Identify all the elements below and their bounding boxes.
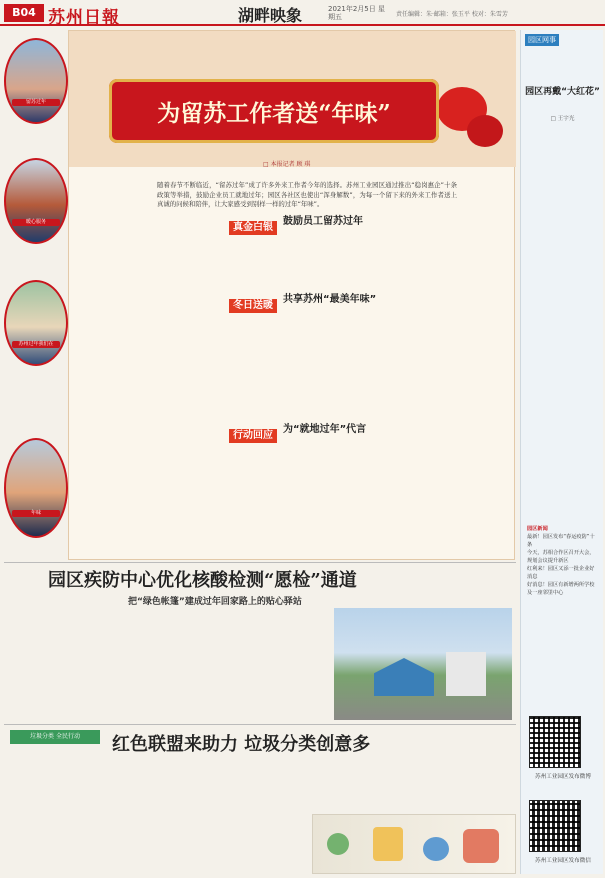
text-column: [460, 752, 517, 812]
text-column: [273, 612, 321, 720]
divider: [4, 724, 516, 725]
sidebar-news-item[interactable]: 今天，苏相合作区召开大会，规划会议提升新区: [527, 550, 595, 564]
masthead: [0, 0, 605, 26]
feature-photo-3: [4, 280, 68, 366]
sidebar-news-list: [527, 522, 599, 597]
text-column: [139, 443, 227, 555]
story2-headline: 园区疾防中心优化核酸检测“愿检”通道: [48, 570, 357, 591]
story2-deck: 把“绿色帐篷”建成过年回家路上的贴心驿站: [128, 597, 302, 607]
feature-photo-4: [4, 438, 68, 538]
subhead-2: [229, 293, 377, 311]
feature-banner: [69, 31, 516, 167]
subhead-text: 共享苏州“最美年味”: [283, 294, 377, 305]
testing-tent-photo: [334, 608, 512, 720]
section-3-columns: [139, 443, 509, 555]
section-1-columns: [139, 233, 509, 289]
mural-shape: [373, 827, 403, 861]
text-column: [161, 752, 231, 874]
text-column: [327, 313, 415, 413]
feature-lead: 随着春节不断临近，“留苏过年”成了许多外来工作者今年的选择。苏州工业园区通过推出“稳岗惠企”十条政策等举措，鼓励企业员工就地过年；园区各社区也使出“浑身解数”，为每一个留下来的外来工作者送上真诚的问候和陪伴，让大家感受到别样一样的过年“年味”。: [157, 181, 457, 208]
text-column: [421, 313, 509, 413]
text-column: [398, 752, 455, 812]
sidebar-news-item[interactable]: 最新！园区发布“春运疫防”十条: [527, 534, 595, 548]
sidebar-news-item[interactable]: 红利来！园区又添一批企业好消息: [527, 566, 595, 580]
text-column: [233, 443, 321, 555]
text-column: [116, 612, 217, 720]
sidebar-title: 园区再戴“大红花”: [525, 87, 600, 97]
section-name: 湖畔映象: [238, 6, 303, 25]
text-column: [236, 752, 306, 874]
photo-caption: 苏州过年我们在: [12, 341, 60, 348]
subhead-1: [229, 215, 363, 233]
tent-shape: [374, 658, 434, 696]
text-column: [85, 752, 155, 874]
subhead-text: 鼓励员工留苏过年: [283, 216, 363, 227]
photo-caption: 留苏过年: [12, 99, 60, 106]
sidebar-list-title: 园区新闻: [527, 526, 548, 532]
text-column: [327, 443, 415, 555]
subhead-tag: 冬日送暖: [229, 299, 277, 313]
mural-shape: [423, 837, 449, 861]
lantern-icon: [467, 115, 503, 147]
feature-photo-2: [4, 158, 68, 244]
feature-title: 为留苏工作者送“年味”: [157, 100, 391, 127]
text-column: [139, 313, 227, 413]
issue-date: 2021年2月5日 星期五: [328, 5, 385, 21]
section-2-columns: [139, 313, 509, 413]
subhead-3: [229, 423, 367, 441]
text-column: [421, 233, 509, 289]
subhead-tag: 行动回应: [229, 429, 277, 443]
feature-story: [68, 30, 515, 560]
story2-columns-more: [220, 612, 320, 720]
mural-shape: [327, 833, 349, 855]
text-column: [421, 443, 509, 555]
sidebar-author: □ 王宇光: [550, 116, 575, 122]
feature-photo-1: [4, 38, 68, 124]
text-column: [10, 752, 80, 874]
qr-caption: 苏州工业园区发布微信: [535, 858, 591, 864]
sidebar-news-item[interactable]: 好消息！园区有新增两所学校及一座邻里中心: [527, 582, 595, 596]
sidebar-column: [520, 30, 603, 874]
qr-code-weibo: [529, 716, 581, 768]
qr-caption: 苏州工业园区发布微博: [535, 774, 591, 780]
subhead-text: 为“就地过年”代言: [283, 424, 367, 435]
subhead-tag: 真金白银: [229, 221, 277, 235]
text-column: [220, 612, 268, 720]
paper-name: 苏州日報: [48, 8, 120, 28]
photo-caption: 年味: [12, 510, 60, 517]
text-column: [10, 612, 111, 720]
photo-column: [4, 38, 68, 554]
mural-photo: [312, 814, 516, 874]
qr-code-wechat: [529, 800, 581, 852]
story2-columns: [10, 612, 216, 720]
story3-columns-right: [398, 752, 516, 812]
sidebar-body: [527, 126, 599, 516]
editors-line: 责任编辑：朱·邮箱：张玉平 校对：朱雪芳: [396, 11, 508, 18]
divider: [4, 562, 516, 563]
building-shape: [446, 652, 486, 696]
feature-byline: □ 本报记者 顾 琪: [263, 161, 311, 168]
story3-badge: 垃圾分类 全民行动: [10, 730, 100, 744]
text-column: [327, 233, 415, 289]
mural-shape: [463, 829, 499, 863]
sidebar-tag: 园区网事: [525, 34, 559, 46]
story3-headline: 红色联盟来助力 垃圾分类创意多: [112, 734, 371, 755]
page-number: B04: [4, 4, 44, 22]
text-column: [233, 313, 321, 413]
text-column: [233, 233, 321, 289]
story3-columns: [10, 752, 306, 874]
text-column: [139, 233, 227, 289]
photo-caption: 暖心服务: [12, 219, 60, 226]
